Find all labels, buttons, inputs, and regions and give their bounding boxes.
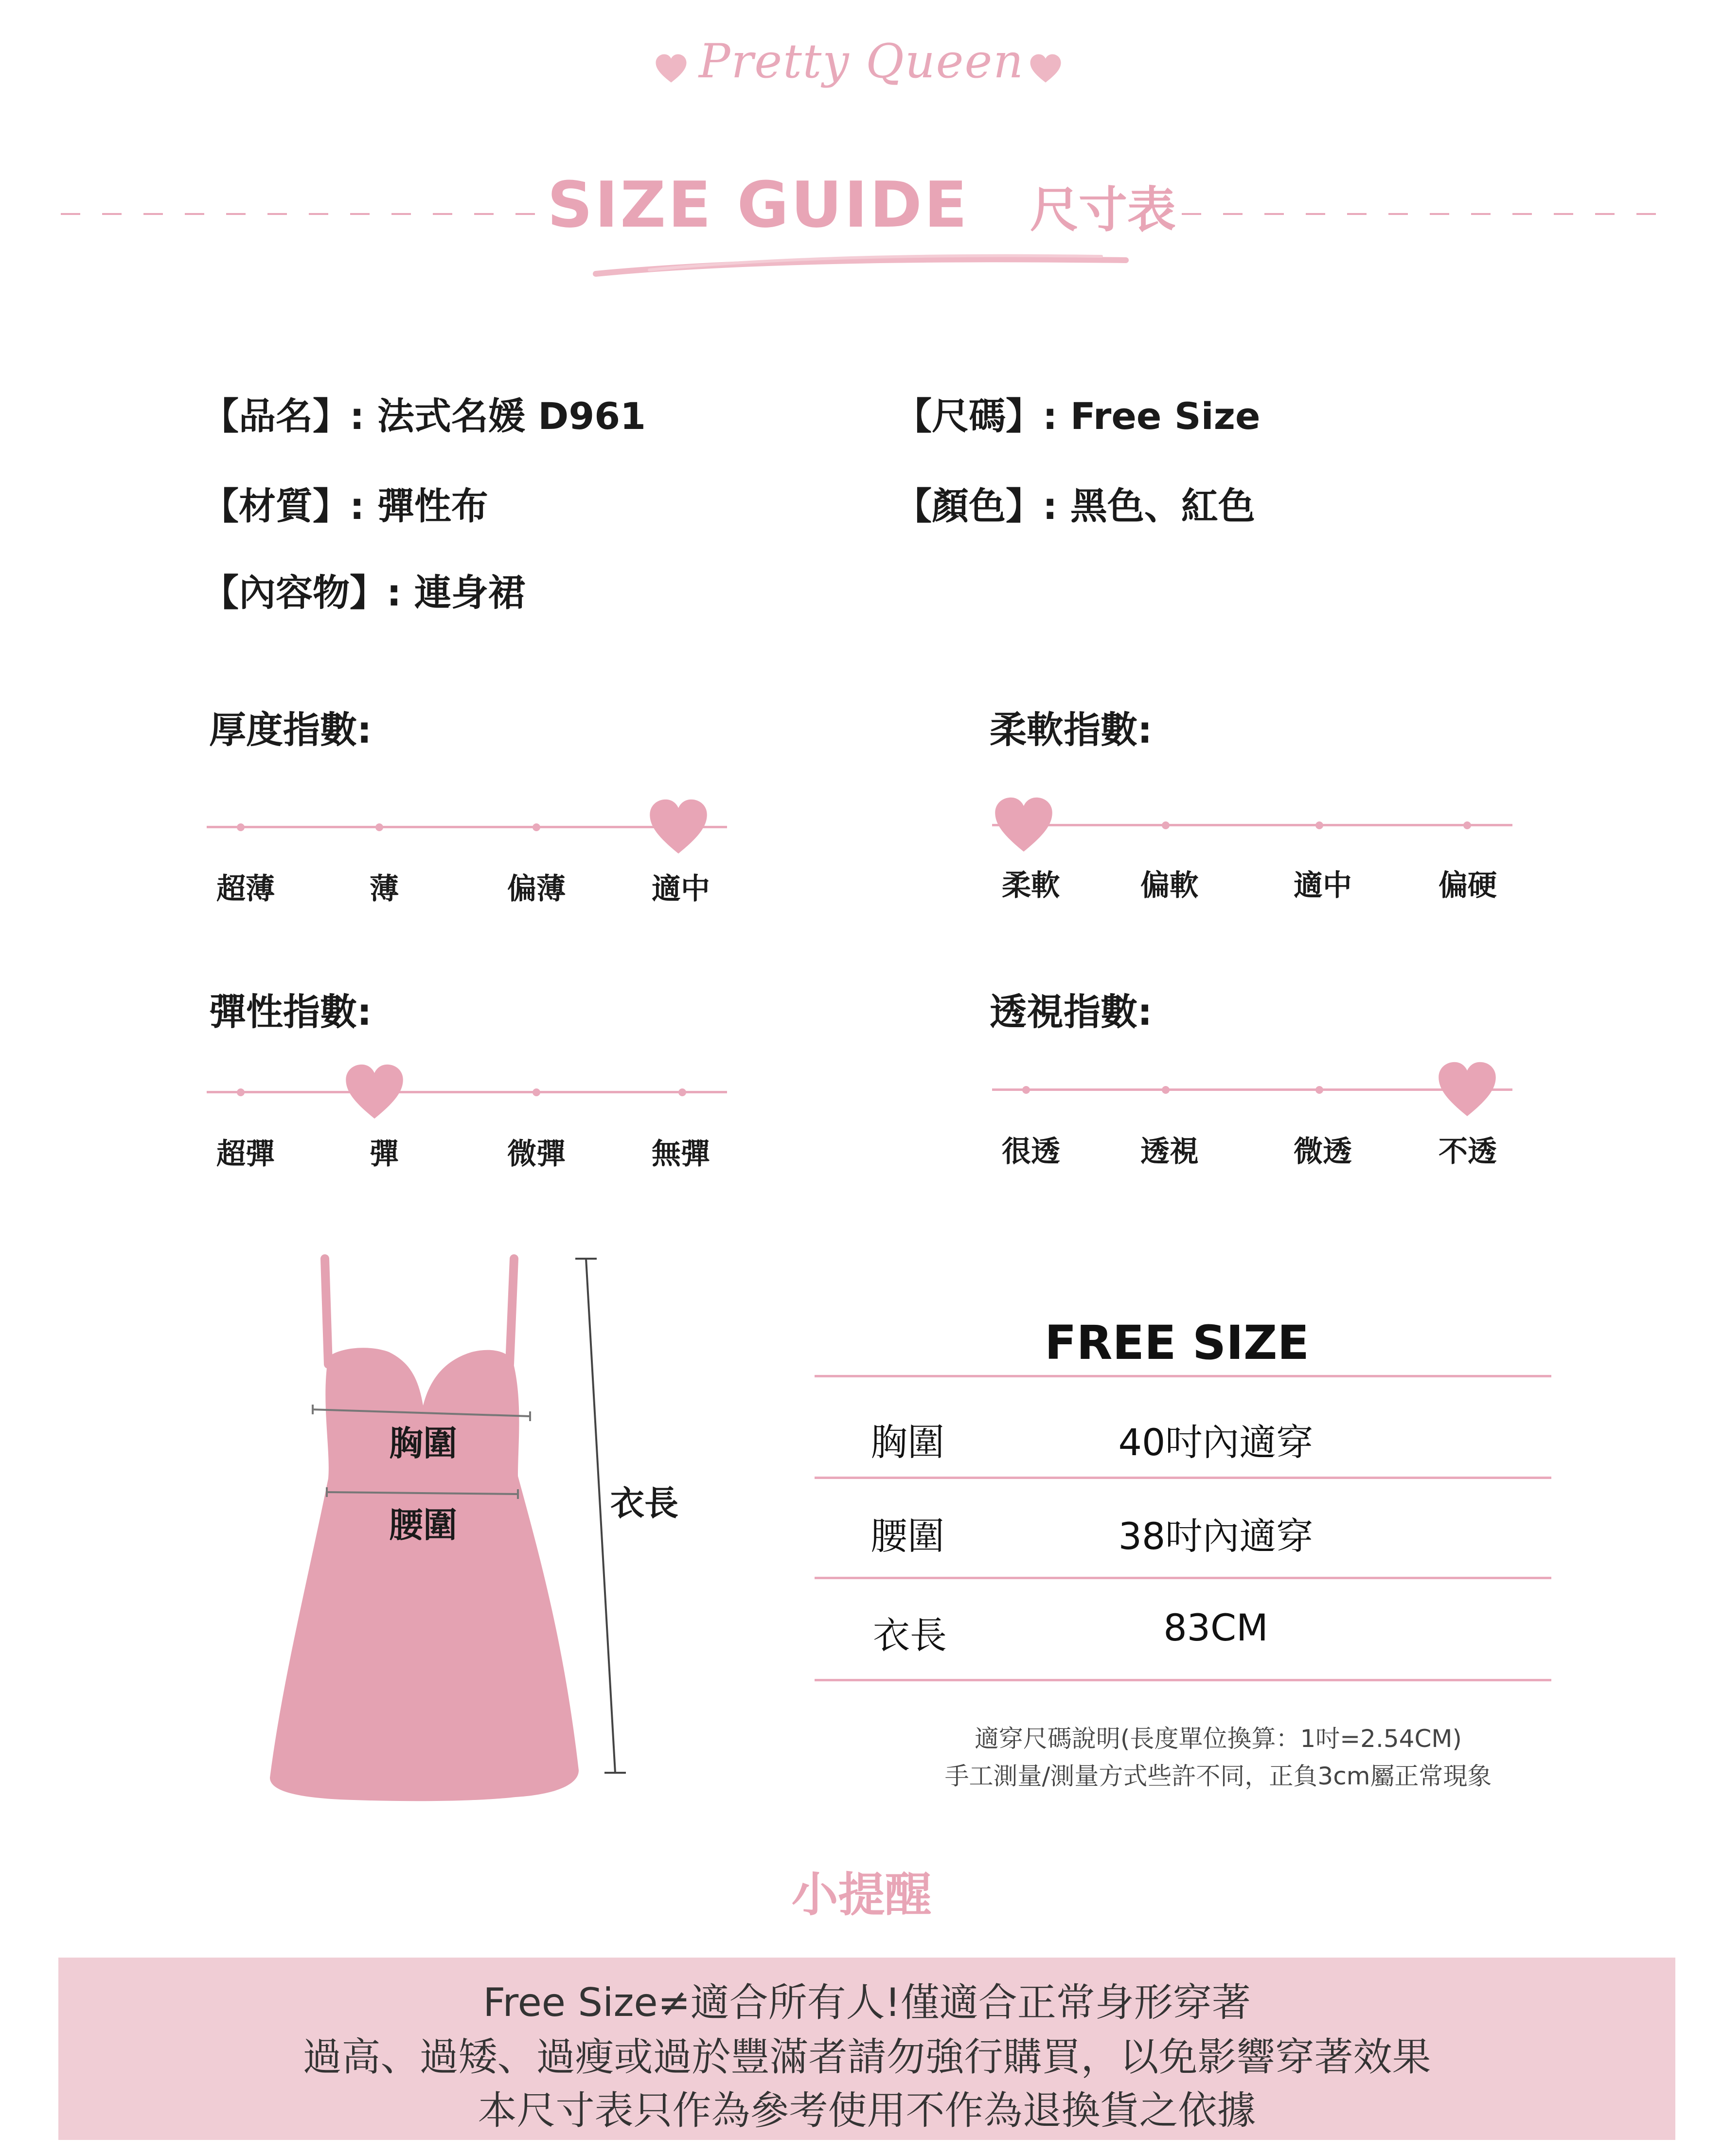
title-english: SIZE GUIDE [547,168,969,242]
thickness-label: 薄 [370,872,399,906]
table-divider [815,1375,1551,1377]
scale-dot [237,823,245,831]
reminder-title: 小提醒 [791,1868,932,1922]
table-row-value: 83CM [1163,1606,1268,1649]
softness-label: 偏軟 [1140,869,1199,903]
softness-label: 適中 [1294,869,1352,903]
thickness-label: 偏薄 [507,872,566,906]
thickness-label: 適中 [652,872,710,906]
softness-index-title: 柔軟指數: [990,708,1153,751]
thickness-index-title: 厚度指數: [209,708,372,751]
table-row-label: 腰圍 [870,1515,944,1558]
reminder-line: Free Size≠適合所有人!僅適合正常身形穿著 [483,1980,1251,2025]
title-brush-underline [591,246,1131,280]
softness-selected-heart-icon [992,796,1055,856]
reminder-line: 過高、過矮、過瘦或過於豐滿者請勿強行購買，以免影響穿著效果 [302,2034,1431,2080]
transparency-label: 很透 [1002,1135,1060,1169]
diagram-waist-label: 腰圍 [389,1505,457,1545]
size-note-2: 手工測量/測量方式些許不同，正負3cm屬正常現象 [944,1762,1492,1790]
transparency-selected-heart-icon [1436,1060,1499,1121]
info-name: 【品名】: 法式名媛 D961 [202,394,646,438]
reminder-box [58,1958,1675,2140]
scale-dot [533,823,540,831]
thickness-selected-heart-icon [647,798,710,858]
table-row-value: 38吋內適穿 [1118,1515,1314,1558]
transparency-label: 不透 [1439,1135,1497,1169]
info-material: 【材質】: 彈性布 [202,484,488,528]
scale-dot [1022,1086,1030,1094]
brand-logo: Pretty Queen [698,34,1025,89]
scale-dot [533,1088,540,1096]
size-table-title: FREE SIZE [1044,1316,1310,1370]
transparency-label: 微透 [1294,1135,1352,1169]
elasticity-label: 無彈 [652,1137,710,1171]
heart-icon-right [1029,53,1063,87]
transparency-label: 透視 [1140,1135,1199,1169]
title-chinese: 尺寸表 [1030,181,1176,238]
elasticity-scale-line [207,1091,727,1093]
table-row-value: 40吋內適穿 [1118,1421,1314,1464]
softness-scale-line [992,824,1512,826]
info-size: 【尺碼】: Free Size [895,394,1261,438]
transparency-index-title: 透視指數: [990,990,1153,1033]
diagram-length-label: 衣長 [610,1483,678,1523]
scale-dot [1162,1086,1170,1094]
scale-dot [237,1088,245,1096]
scale-dot [1162,821,1170,829]
scale-dot [1463,821,1471,829]
table-divider [815,1577,1551,1579]
table-row-label: 衣長 [873,1614,947,1657]
scale-dot [678,1088,686,1096]
thickness-label: 超薄 [216,872,275,906]
table-divider [815,1477,1551,1479]
table-row-label: 胸圍 [870,1421,944,1464]
softness-label: 偏硬 [1439,869,1497,903]
elasticity-label: 超彈 [216,1137,275,1171]
elasticity-label: 彈 [370,1137,399,1171]
scale-dot [1315,821,1323,829]
diagram-chest-label: 胸圍 [389,1424,457,1463]
page-title [0,168,1723,242]
elasticity-label: 微彈 [507,1137,566,1171]
reminder-line: 本尺寸表只作為參考使用不作為退換貨之依據 [478,2088,1256,2133]
transparency-scale-line [992,1088,1512,1091]
softness-label: 柔軟 [1002,869,1060,903]
scale-dot [375,823,383,831]
dress-diagram [243,1245,729,1809]
table-divider [815,1679,1551,1681]
info-color: 【顏色】: 黑色、紅色 [895,484,1255,528]
info-contents: 【內容物】: 連身裙 [202,571,525,614]
scale-dot [1315,1086,1323,1094]
elasticity-index-title: 彈性指數: [209,990,372,1033]
elasticity-selected-heart-icon [343,1063,406,1123]
size-note-1: 適穿尺碼說明(長度單位換算：1吋=2.54CM) [974,1725,1462,1753]
